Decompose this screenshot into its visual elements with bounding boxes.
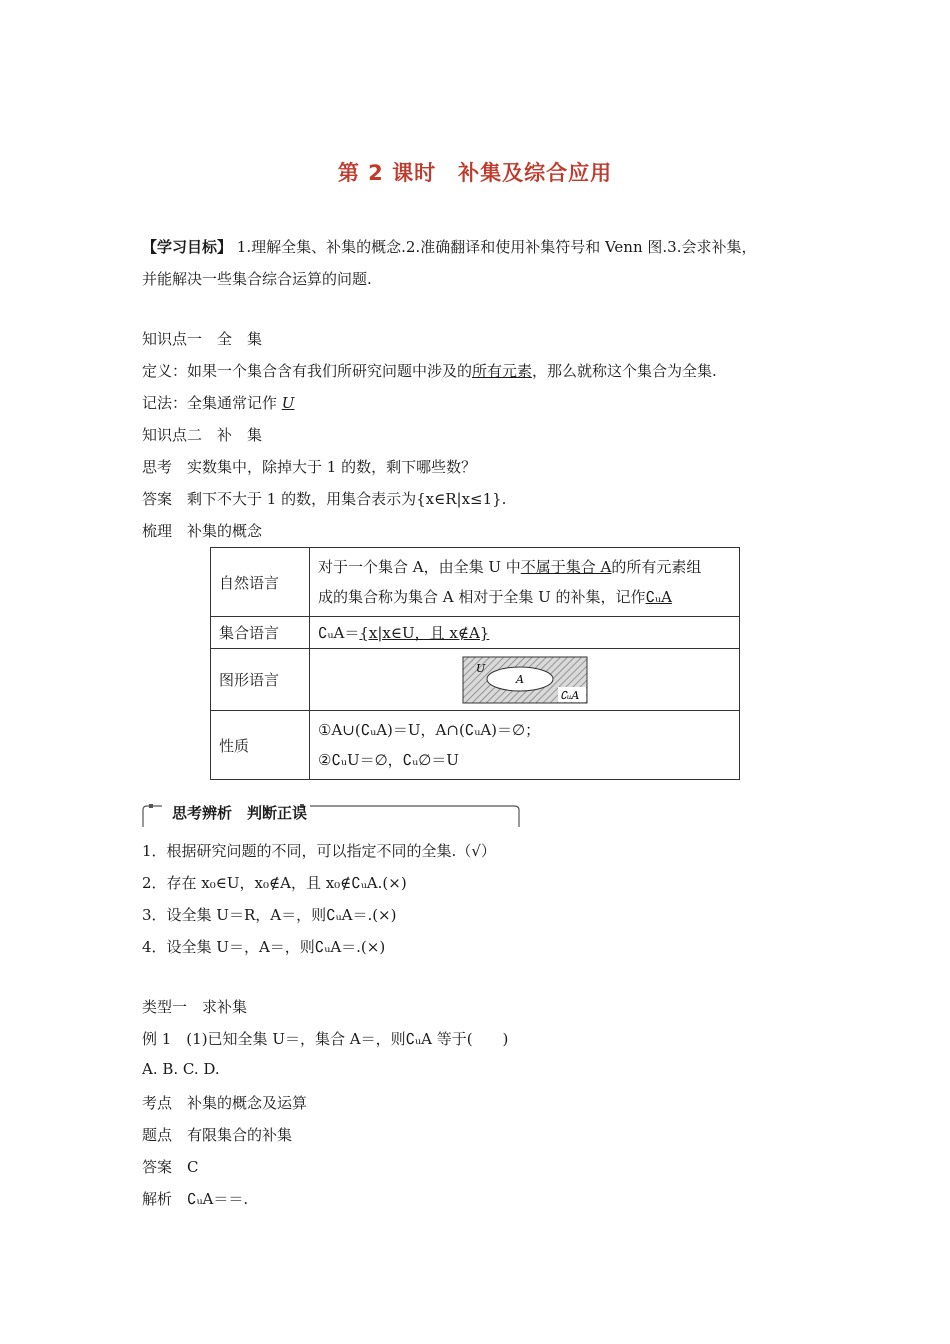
complement-definition-table — [210, 547, 740, 780]
answer-label: 答案 — [142, 490, 173, 508]
row-head-property: 性质 — [211, 711, 310, 780]
table-row — [211, 548, 740, 617]
row-head-graph: 图形语言 — [211, 649, 310, 711]
section-banner — [142, 800, 520, 828]
learning-goals-line2: 并能解决一些集合综合运算的问题. — [142, 270, 372, 288]
natural-part-c: 成的集合称为集合 A 相对于全集 U 的补集，记作 — [318, 588, 646, 606]
venn-a-label: A — [515, 672, 524, 686]
row-body-property — [310, 711, 740, 780]
kp2-sort — [142, 520, 262, 541]
def-underlined: 所有元素 — [472, 362, 533, 380]
kaodian — [142, 1092, 307, 1113]
row-head-set: 集合语言 — [211, 617, 310, 649]
answer-value: C — [187, 1158, 199, 1176]
notation-symbol: U — [281, 394, 295, 412]
natural-part-a: 对于一个集合 A，由全集 U 中 — [318, 558, 521, 576]
judge-item: 2．存在 x₀∈U，x₀∉A，且 x₀∉∁ᵤA.(×) — [142, 874, 407, 892]
venn-u-label: U — [475, 661, 485, 675]
notation-pre: 记法：全集通常记作 — [142, 394, 282, 412]
sort-text: 补集的概念 — [187, 522, 263, 540]
property-1: ①A∪(∁ᵤA)＝U，A∩(∁ᵤA)＝∅； — [318, 721, 541, 739]
goals-label: 【学习目标】 — [142, 238, 233, 256]
analysis — [142, 1188, 248, 1209]
def-pre: 定义：如果一个集合含有我们所研究问题中涉及的 — [142, 362, 473, 380]
kp1-notation — [142, 392, 294, 413]
judge-item: 4．设全集 U＝，A＝，则∁ᵤA＝.(×) — [142, 938, 386, 956]
judge-item: 1．根据研究问题的不同，可以指定不同的全集.（√） — [142, 842, 496, 860]
think-text: 实数集中，除掉大于 1 的数，剩下哪些数？ — [187, 458, 477, 476]
kaodian-label: 考点 — [142, 1094, 173, 1112]
analysis-text: ∁ᵤA＝＝. — [187, 1190, 249, 1208]
row-body-graph — [310, 649, 740, 711]
kp1-heading: 知识点一 全 集 — [142, 330, 263, 348]
set-underlined: {x|x∈U，且 x∉A} — [359, 624, 490, 642]
row-body-set — [310, 617, 740, 649]
natural-part-b: 的所有元素组 — [611, 558, 702, 576]
venn-diagram — [462, 656, 588, 704]
tidian-text: 有限集合的补集 — [187, 1126, 293, 1144]
section-title: 思考辨析 判断正误 — [172, 804, 308, 822]
property-2: ②∁ᵤU＝∅，∁ᵤ∅＝U — [318, 751, 459, 769]
table-row — [211, 711, 740, 780]
set-part-a: ∁ᵤA＝ — [318, 624, 360, 642]
answer-text: 剩下不大于 1 的数，用集合表示为{x∈R|x≤1}. — [187, 490, 507, 508]
answer-label: 答案 — [142, 1158, 173, 1176]
tidian — [142, 1124, 292, 1145]
type1-heading: 类型一 求补集 — [142, 998, 248, 1016]
kp1-definition — [142, 360, 717, 381]
natural-notation: ∁ᵤA — [645, 588, 672, 606]
answer — [142, 1156, 199, 1177]
venn-complement-label: ∁ᵤA — [559, 688, 579, 702]
tidian-label: 题点 — [142, 1126, 173, 1144]
def-post: ，那么就称这个集合为全集. — [532, 362, 717, 380]
kp2-heading: 知识点二 补 集 — [142, 426, 263, 444]
analysis-label: 解析 — [142, 1190, 173, 1208]
example-1: 例 1 (1)已知全集 U＝，集合 A＝，则∁ᵤA 等于( ) — [142, 1030, 509, 1048]
row-head-natural: 自然语言 — [211, 548, 310, 617]
table-row — [211, 649, 740, 711]
kp2-answer — [142, 488, 506, 509]
think-label: 思考 — [142, 458, 173, 476]
natural-underlined: 不属于集合 A — [520, 558, 612, 576]
kp2-think — [142, 456, 476, 477]
kaodian-text: 补集的概念及运算 — [187, 1094, 308, 1112]
table-row — [211, 617, 740, 649]
goals-text: 1.理解全集、补集的概念.2.准确翻译和使用补集符号和 Venn 图.3.会求补集， — [236, 238, 757, 256]
learning-goals-line1 — [142, 236, 756, 257]
example-options: A. B. C. D. — [142, 1060, 220, 1078]
judge-item: 3．设全集 U＝R，A＝，则∁ᵤA＝.(×) — [142, 906, 397, 924]
sort-label: 梳理 — [142, 522, 173, 540]
page-title: 第 2 课时 补集及综合应用 — [337, 161, 613, 185]
row-body-natural — [310, 548, 740, 617]
